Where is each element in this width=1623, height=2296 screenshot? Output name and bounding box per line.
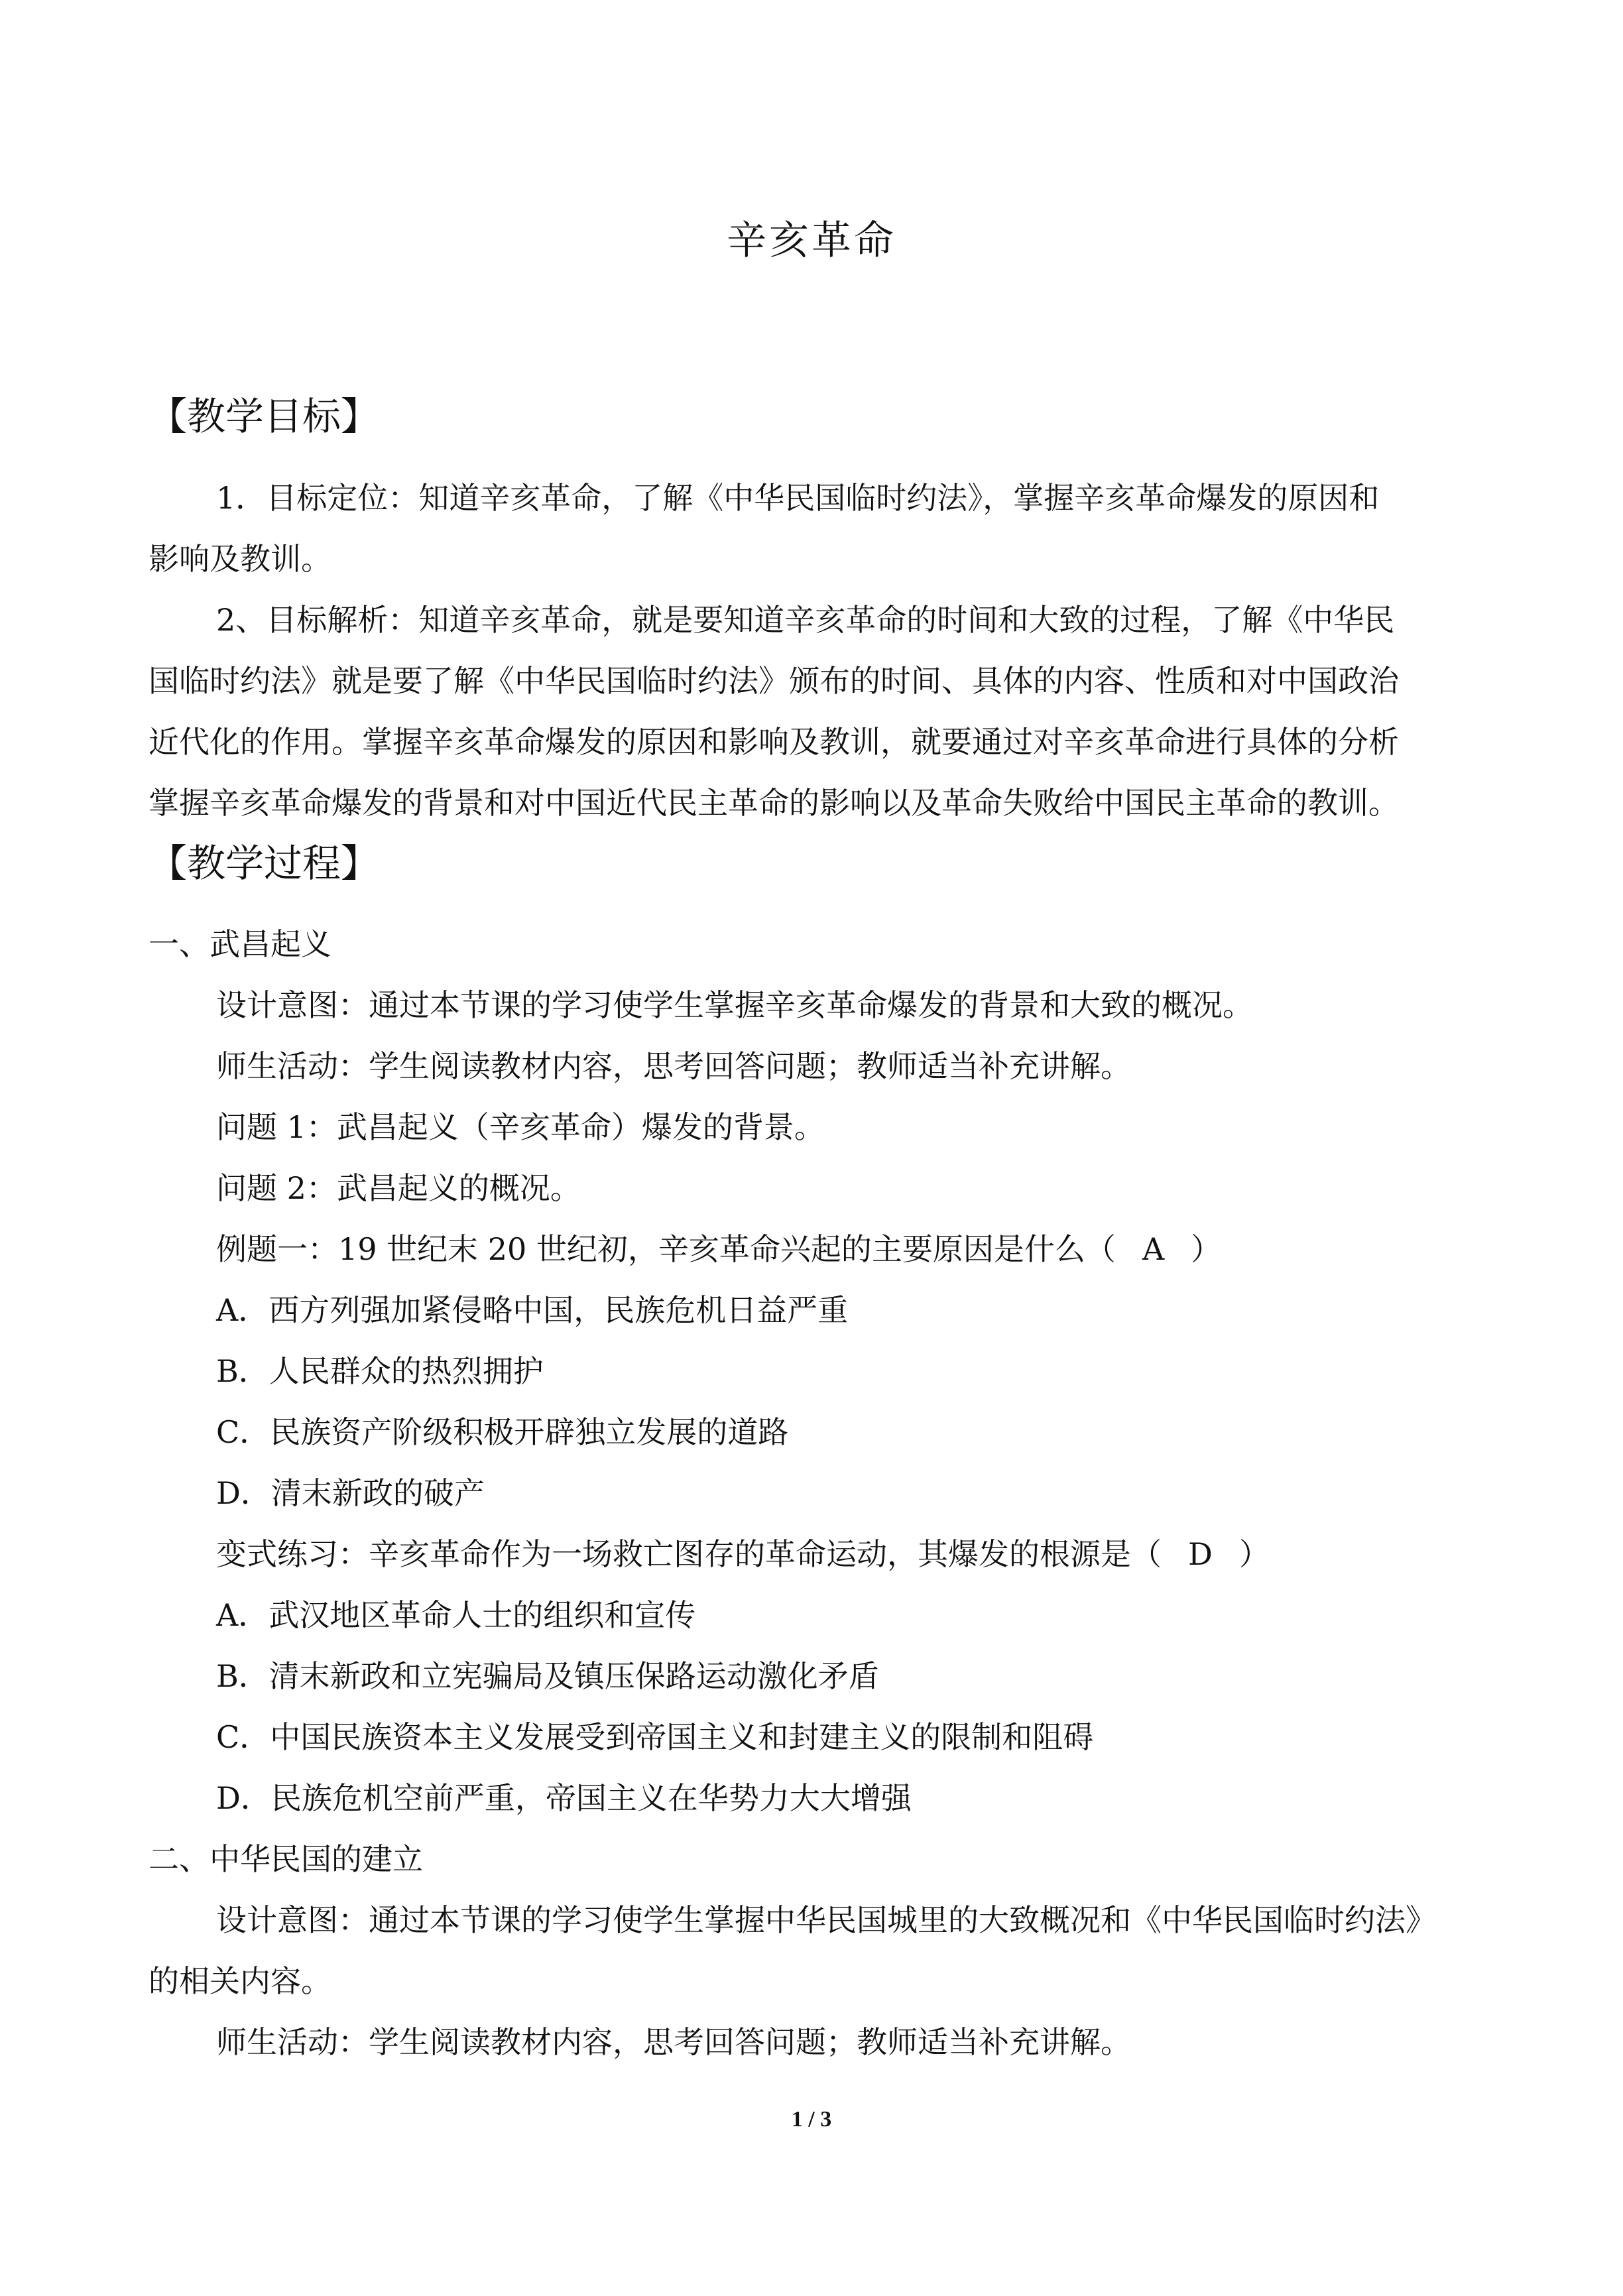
page-title: 辛亥革命 — [727, 217, 896, 264]
example1-stem-text: 例题一：19 世纪末 20 世纪初，辛亥革命兴起的主要原因是什么（ — [216, 1231, 1116, 1267]
goal1-line2: 影响及教训。 — [149, 541, 331, 577]
variant-option-d: D．民族危机空前严重，帝国主义在华势力大大增强 — [216, 1780, 912, 1816]
variant-answer: D — [1188, 1536, 1213, 1572]
goal2-line3: 近代化的作用。掌握辛亥革命爆发的原因和影响及教训，就要通过对辛亥革命进行具体的分析 — [149, 724, 1399, 760]
example1-option-c: C．民族资产阶级积极开辟独立发展的道路 — [216, 1414, 789, 1450]
section-heading-teaching-goals: 【教学目标】 — [149, 394, 380, 439]
question-1: 问题 1：武昌起义（辛亥革命）爆发的背景。 — [216, 1109, 825, 1145]
example1-option-a: A．西方列强加紧侵略中国，民族危机日益严重 — [216, 1292, 849, 1328]
example1-answer: A — [1142, 1231, 1165, 1267]
example1-close: ） — [1191, 1231, 1222, 1267]
question-2: 问题 2：武昌起义的概况。 — [216, 1170, 581, 1206]
example1-stem — [216, 1219, 1221, 1280]
variant-option-c: C．中国民族资本主义发展受到帝国主义和封建主义的限制和阻碍 — [216, 1719, 1094, 1755]
goal1-line1: 1．目标定位：知道辛亥革命，了解《中华民国临时约法》，掌握辛亥革命爆发的原因和 — [216, 480, 1380, 516]
goal2-line1: 2、目标解析：知道辛亥革命，就是要知道辛亥革命的时间和大致的过程，了解《中华民 — [216, 602, 1395, 638]
part2-title: 二、中华民国的建立 — [149, 1841, 423, 1877]
variant-close: ） — [1238, 1536, 1270, 1572]
variant-stem — [216, 1524, 1270, 1585]
part2-design-line2: 的相关内容。 — [149, 1963, 331, 1999]
goal2-line2: 国临时约法》就是要了解《中华民国临时约法》颁布的时间、具体的内容、性质和对中国政治 — [149, 663, 1399, 699]
example1-option-d: D．清末新政的破产 — [216, 1475, 485, 1511]
page-number: 1 / 3 — [791, 2107, 832, 2132]
part2-design-line1: 设计意图：通过本节课的学习使学生掌握中华民国城里的大致概况和《中华民国临时约法》 — [216, 1902, 1436, 1938]
variant-option-b: B．清末新政和立宪骗局及镇压保路运动激化矛盾 — [216, 1658, 879, 1694]
part2-activity: 师生活动：学生阅读教材内容，思考回答问题；教师适当补充讲解。 — [216, 2024, 1131, 2060]
part1-activity: 师生活动：学生阅读教材内容，思考回答问题；教师适当补充讲解。 — [216, 1048, 1131, 1084]
part1-title: 一、武昌起义 — [149, 926, 331, 962]
variant-stem-text: 变式练习：辛亥革命作为一场救亡图存的革命运动，其爆发的根源是（ — [216, 1536, 1162, 1572]
section-heading-teaching-process: 【教学过程】 — [149, 841, 380, 886]
example1-option-b: B．人民群众的热烈拥护 — [216, 1353, 544, 1389]
part1-design-intent: 设计意图：通过本节课的学习使学生掌握辛亥革命爆发的背景和大致的概况。 — [216, 987, 1253, 1023]
goal2-line4: 掌握辛亥革命爆发的背景和对中国近代民主革命的影响以及革命失败给中国民主革命的教训。 — [149, 785, 1399, 821]
variant-option-a: A．武汉地区革命人士的组织和宣传 — [216, 1597, 696, 1633]
